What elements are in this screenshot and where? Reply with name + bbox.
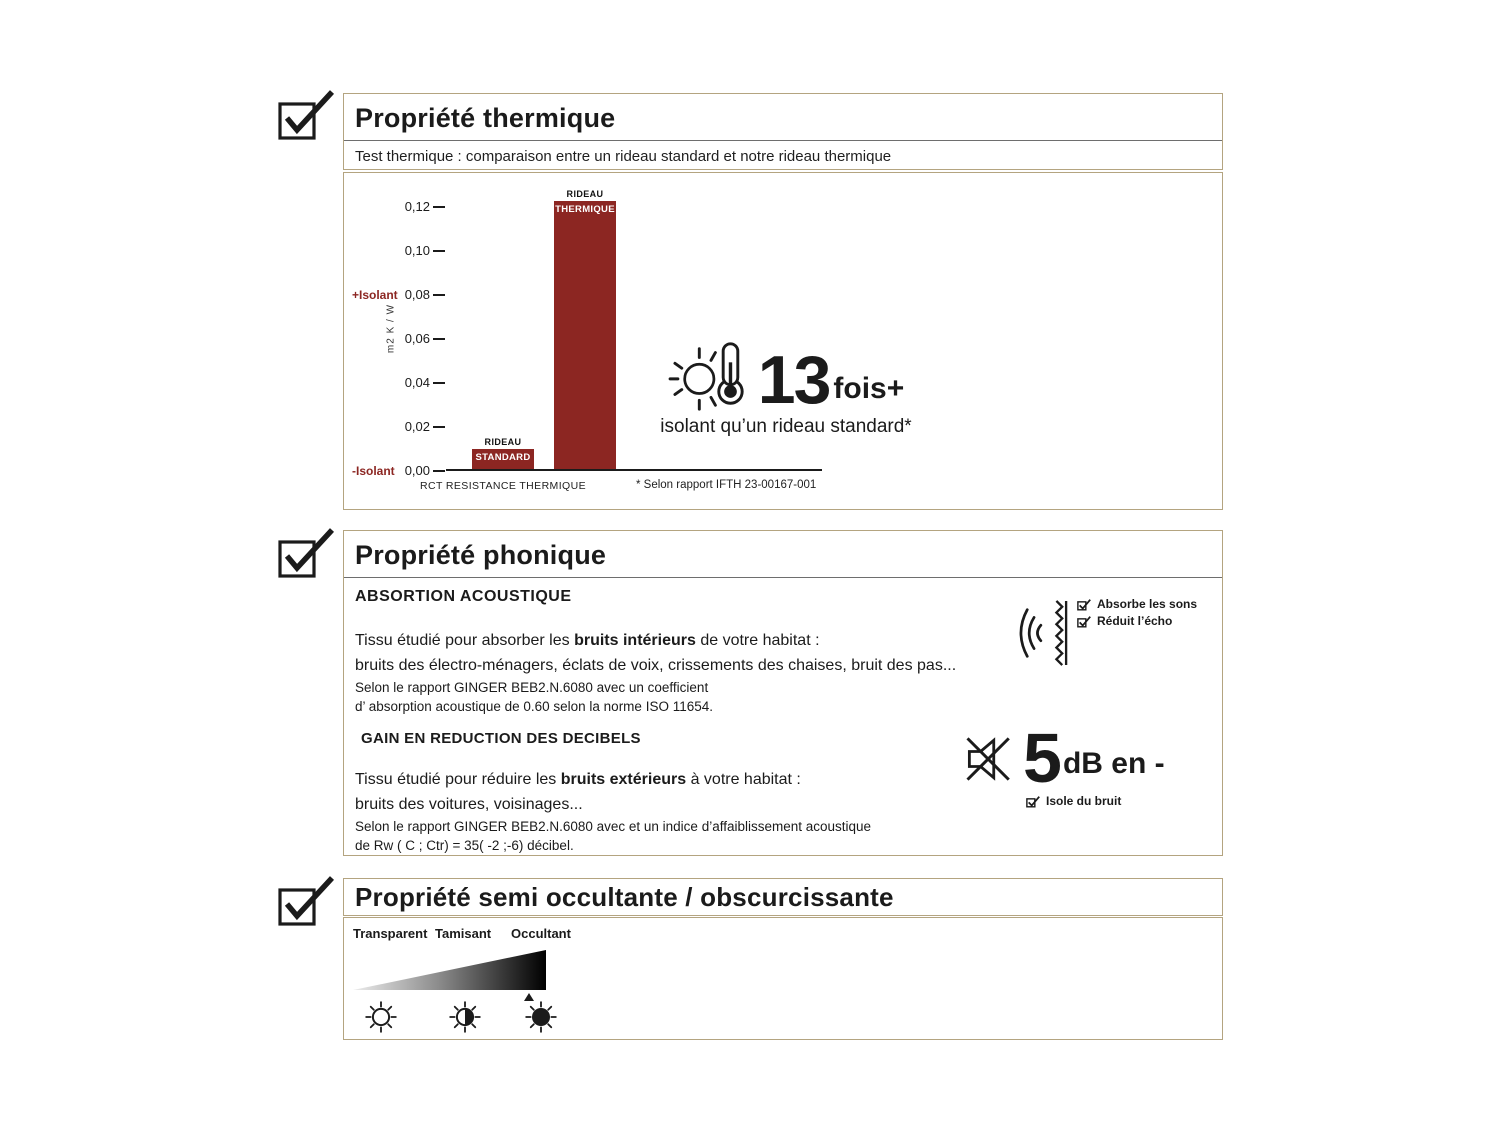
- sound-waves-fabric-icon: [1002, 595, 1070, 671]
- bar-rideau-thermique: [554, 189, 616, 469]
- paragraph-note: d’ absorption acoustique de 0.60 selon la norme ISO 11654.: [355, 699, 713, 714]
- check-item-label: Réduit l’écho: [1097, 614, 1173, 628]
- paragraph-line: [355, 628, 972, 653]
- thermal-callout: [628, 337, 944, 438]
- check-item: [1077, 597, 1197, 612]
- level-transparent-label: Transparent: [353, 926, 428, 941]
- check-item: [1026, 794, 1240, 809]
- paragraph-note: Selon le rapport GINGER BEB2.N.6080 avec et un indice d’affaiblissement acoustique: [355, 819, 872, 834]
- y-tick-mark: [433, 382, 445, 384]
- bar-rideau-standard: [472, 437, 534, 469]
- bar-inner-label: STANDARD: [475, 452, 531, 463]
- decibel-badge: [960, 719, 1240, 809]
- y-tick-label: 0,02: [404, 419, 430, 434]
- thermal-callout-caption: isolant qu’un rideau standard*: [660, 416, 912, 437]
- y-tick-label: 0,06: [404, 331, 430, 346]
- level-tamisant-label: Tamisant: [435, 926, 492, 941]
- y-axis-label: m2 K / W: [385, 303, 397, 354]
- reduction-heading: GAIN EN REDUCTION DES DECIBELS: [361, 730, 641, 747]
- thermal-subtitle: Test thermique : comparaison entre un rideau standard et notre rideau thermique: [355, 148, 892, 165]
- y-tick-mark: [433, 426, 445, 428]
- check-item: [1077, 614, 1197, 629]
- bar-standard: [472, 449, 534, 469]
- bar-top-label: RIDEAU: [484, 437, 522, 447]
- chart-footnote: * Selon rapport IFTH 23-00167-001: [636, 479, 817, 491]
- absorption-badge: [1002, 595, 1197, 671]
- paragraph-line: [355, 767, 972, 792]
- checkbox-checked-icon: [1077, 598, 1092, 611]
- y-tick-mark: [433, 294, 445, 296]
- absorption-paragraph: [355, 628, 972, 716]
- decibel-unit: dB en -: [1062, 747, 1165, 780]
- absorption-check-list: [1077, 597, 1197, 671]
- sun-filled-icon: [523, 999, 559, 1035]
- occultation-title: Propriété semi occultante / obscurcissante: [355, 882, 894, 912]
- acoustic-title: Propriété phonique: [355, 540, 607, 570]
- minus-isolant-annotation: -Isolant: [352, 464, 395, 478]
- paragraph-note: Selon le rapport GINGER BEB2.N.6080 avec un coefficient: [355, 680, 709, 695]
- occultation-title-panel: [343, 878, 1223, 916]
- level-occultant-label: Occultant: [511, 926, 571, 941]
- occultation-panel: [343, 917, 1223, 1040]
- bold-text: bruits intérieurs: [574, 632, 696, 649]
- paragraph-line: bruits des voitures, voisinages...: [355, 796, 583, 813]
- text: Tissu étudié pour absorber les: [355, 632, 575, 649]
- opacity-gradient-triangle: [353, 950, 546, 990]
- thermal-chart-panel: [343, 172, 1223, 510]
- checkbox-checked-icon: [276, 86, 336, 142]
- y-tick-mark: [433, 250, 445, 252]
- reduction-paragraph: [355, 767, 972, 855]
- checkbox-checked-icon: [1077, 615, 1092, 628]
- y-tick-label: 0,08: [404, 287, 430, 302]
- x-axis-caption: RCT RESISTANCE THERMIQUE: [420, 480, 586, 492]
- bar-inner-label: THERMIQUE: [555, 204, 615, 215]
- muted-speaker-icon: [960, 729, 1020, 789]
- text: Tissu étudié pour réduire les: [355, 771, 561, 788]
- checkbox-checked-icon: [1026, 795, 1041, 808]
- y-tick-label: 0,00: [404, 463, 430, 478]
- thermal-title: Propriété thermique: [355, 103, 616, 133]
- plus-isolant-annotation: +Isolant: [352, 288, 398, 302]
- bar-thermique: [554, 201, 616, 469]
- decibel-number: 5: [1023, 719, 1060, 797]
- y-tick-label: 0,04: [404, 375, 430, 390]
- thermal-factor-number: 13: [757, 342, 830, 419]
- sun-half-filled-icon: [447, 999, 483, 1035]
- thermal-factor-suffix: fois+: [833, 372, 905, 405]
- sun-outline-icon: [363, 999, 399, 1035]
- check-item-label: Absorbe les sons: [1097, 597, 1198, 611]
- text: de votre habitat :: [695, 632, 820, 649]
- bar-top-label: RIDEAU: [566, 189, 604, 199]
- paragraph-line: bruits des électro-ménagers, éclats de voix, crissements des chaises, bruit des pas...: [355, 657, 957, 674]
- y-tick-mark: [433, 206, 445, 208]
- paragraph-note: de Rw ( C ; Ctr) = 35( -2 ;-6) décibel.: [355, 838, 574, 853]
- check-item-label: Isole du bruit: [1046, 794, 1122, 808]
- absorption-heading: ABSORTION ACOUSTIQUE: [355, 588, 572, 605]
- text: à votre habitat :: [686, 771, 801, 788]
- checkbox-checked-icon: [276, 872, 336, 928]
- bold-text: bruits extérieurs: [560, 771, 687, 788]
- y-tick-label: 0,12: [404, 199, 430, 214]
- acoustic-body: [344, 578, 984, 855]
- thermometer-sun-icon: [668, 337, 754, 413]
- checkbox-checked-icon: [276, 524, 336, 580]
- y-tick-mark: [433, 470, 445, 472]
- y-tick-mark: [433, 338, 445, 340]
- thermal-title-panel: [343, 93, 1223, 170]
- y-tick-label: 0,10: [404, 243, 430, 258]
- acoustic-panel: [343, 530, 1223, 856]
